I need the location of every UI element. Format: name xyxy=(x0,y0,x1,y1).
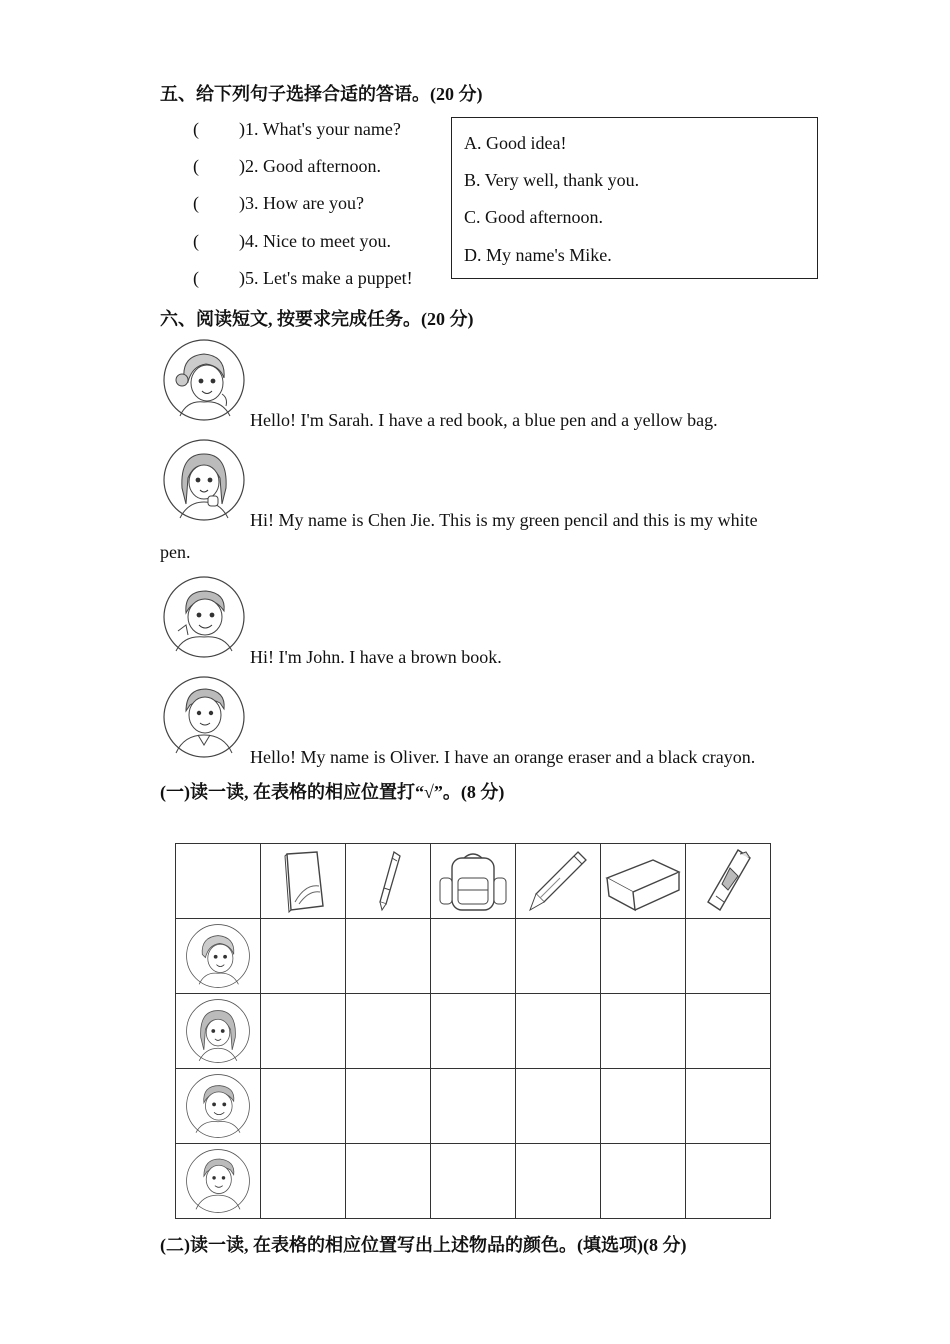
question-4: )4. Nice to meet you. xyxy=(239,231,391,251)
cell-sarah-book[interactable] xyxy=(261,919,346,994)
oliver-icon xyxy=(185,1148,251,1214)
eraser-icon xyxy=(603,848,683,914)
question-2: )2. Good afternoon. xyxy=(239,156,381,176)
row-avatar-john xyxy=(176,1069,261,1144)
header-bag-cell xyxy=(431,844,516,919)
john-icon xyxy=(162,575,246,659)
table-row-oliver xyxy=(176,1144,771,1219)
cell-sarah-pen[interactable] xyxy=(346,919,431,994)
cell-john-eraser[interactable] xyxy=(601,1069,686,1144)
pen-icon xyxy=(368,848,408,914)
row-avatar-chen-jie xyxy=(176,994,261,1069)
passage-oliver: Hello! My name is Oliver. I have an orange eraser and a black crayon. xyxy=(250,747,756,767)
pencil-icon xyxy=(526,848,590,914)
cell-chen-jie-bag[interactable] xyxy=(431,994,516,1069)
sarah-icon xyxy=(185,923,251,989)
cell-chen-jie-crayon[interactable] xyxy=(686,994,771,1069)
option-b: B. Very well, thank you. xyxy=(464,170,640,190)
book-icon xyxy=(273,848,333,914)
cell-oliver-pen[interactable] xyxy=(346,1144,431,1219)
row-avatar-oliver xyxy=(176,1144,261,1219)
bag-icon xyxy=(436,848,510,914)
cell-oliver-pencil[interactable] xyxy=(516,1144,601,1219)
sarah-icon xyxy=(162,338,246,422)
cell-john-crayon[interactable] xyxy=(686,1069,771,1144)
cell-oliver-crayon[interactable] xyxy=(686,1144,771,1219)
question-3-paren[interactable]: ( xyxy=(193,193,199,213)
cell-john-book[interactable] xyxy=(261,1069,346,1144)
option-d: D. My name's Mike. xyxy=(464,245,612,265)
table-header-row xyxy=(176,844,771,919)
passage-chen-jie-line2: pen. xyxy=(160,542,191,562)
cell-sarah-bag[interactable] xyxy=(431,919,516,994)
passage-sarah: Hello! I'm Sarah. I have a red book, a blue pen and a yellow bag. xyxy=(250,410,718,430)
row-avatar-sarah xyxy=(176,919,261,994)
header-crayon-cell xyxy=(686,844,771,919)
cell-sarah-pencil[interactable] xyxy=(516,919,601,994)
cell-oliver-book[interactable] xyxy=(261,1144,346,1219)
table-row-chen-jie xyxy=(176,994,771,1069)
header-book-cell xyxy=(261,844,346,919)
question-4-paren[interactable]: ( xyxy=(193,231,199,251)
chen-jie-icon xyxy=(162,438,246,522)
task-2-title: (二)读一读, 在表格的相应位置写出上述物品的颜色。(填选项)(8 分) xyxy=(160,1235,687,1255)
header-eraser-cell xyxy=(601,844,686,919)
option-c: C. Good afternoon. xyxy=(464,207,603,227)
cell-chen-jie-pencil[interactable] xyxy=(516,994,601,1069)
header-pencil-cell xyxy=(516,844,601,919)
header-pen-cell xyxy=(346,844,431,919)
passage-chen-jie-line1: Hi! My name is Chen Jie. This is my green pencil and this is my white xyxy=(250,510,758,530)
cell-john-pen[interactable] xyxy=(346,1069,431,1144)
passage-john: Hi! I'm John. I have a brown book. xyxy=(250,647,502,667)
table-corner-cell xyxy=(176,844,261,919)
option-a: A. Good idea! xyxy=(464,133,567,153)
task-1-title: (一)读一读, 在表格的相应位置打“√”。(8 分) xyxy=(160,782,505,802)
question-3: )3. How are you? xyxy=(239,193,364,213)
cell-oliver-eraser[interactable] xyxy=(601,1144,686,1219)
chen-jie-icon xyxy=(185,998,251,1064)
john-icon xyxy=(185,1073,251,1139)
table-row-john xyxy=(176,1069,771,1144)
cell-chen-jie-eraser[interactable] xyxy=(601,994,686,1069)
cell-sarah-eraser[interactable] xyxy=(601,919,686,994)
crayon-icon xyxy=(700,846,756,916)
oliver-icon xyxy=(162,675,246,759)
question-1: )1. What's your name? xyxy=(239,119,401,139)
cell-sarah-crayon[interactable] xyxy=(686,919,771,994)
section-6-title: 六、阅读短文, 按要求完成任务。(20 分) xyxy=(160,309,474,329)
question-5: )5. Let's make a puppet! xyxy=(239,268,413,288)
question-5-paren[interactable]: ( xyxy=(193,268,199,288)
question-2-paren[interactable]: ( xyxy=(193,156,199,176)
cell-chen-jie-pen[interactable] xyxy=(346,994,431,1069)
question-1-paren[interactable]: ( xyxy=(193,119,199,139)
cell-oliver-bag[interactable] xyxy=(431,1144,516,1219)
cell-john-pencil[interactable] xyxy=(516,1069,601,1144)
check-table xyxy=(175,843,771,1219)
section-5-title: 五、给下列句子选择合适的答语。(20 分) xyxy=(160,84,483,104)
table-row-sarah xyxy=(176,919,771,994)
cell-john-bag[interactable] xyxy=(431,1069,516,1144)
cell-chen-jie-book[interactable] xyxy=(261,994,346,1069)
